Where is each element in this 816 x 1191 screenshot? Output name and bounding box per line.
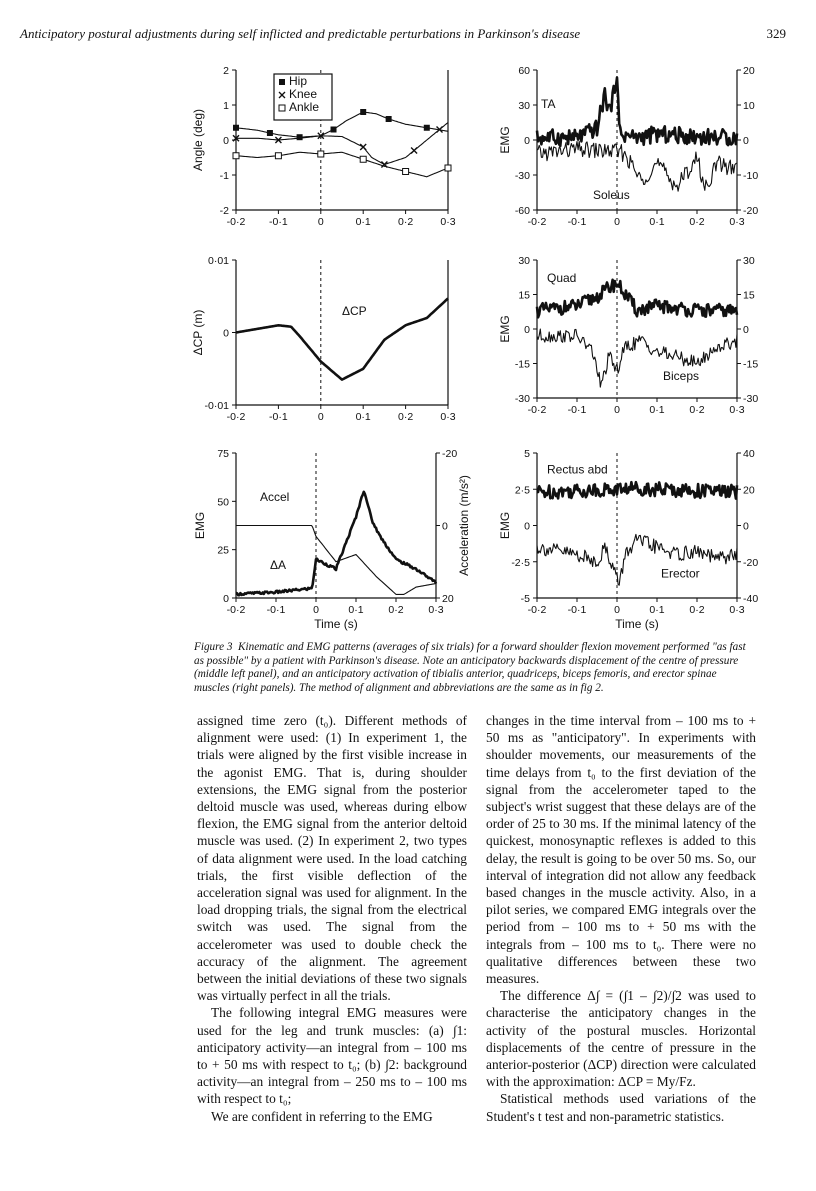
chart-rectus-erector	[495, 445, 780, 635]
chart-quad-biceps	[495, 250, 780, 425]
y-tick-label: 0·01	[207, 255, 229, 267]
series-line	[537, 482, 737, 498]
y-tick-label: 50	[217, 496, 229, 509]
series-label: ΔCP	[342, 304, 367, 319]
x-tick-label: -0·2	[527, 404, 547, 416]
y2-tick-label: -30	[743, 393, 759, 405]
y-tick-label: 2	[223, 65, 229, 77]
x-tick-label: -0·1	[266, 604, 286, 616]
y-tick-label: 30	[518, 100, 530, 112]
running-title: Anticipatory postural adjustments during self inflicted and predictable perturbations in Parkinson's disease	[20, 26, 581, 41]
y2-tick-label: 10	[743, 100, 755, 112]
page-number: 329	[766, 26, 786, 41]
x-tick-label: 0·1	[348, 604, 364, 616]
x-tick-label: 0	[614, 216, 620, 228]
y-tick-label: -5	[520, 593, 530, 605]
series-line	[537, 78, 737, 146]
hip-marker	[331, 127, 337, 133]
series-label: ΔA	[270, 558, 287, 572]
x-tick-label: -0·1	[567, 604, 587, 616]
y-tick-label: 0	[524, 520, 530, 533]
legend-hip-icon	[279, 79, 285, 85]
y2-tick-label: 0	[743, 135, 749, 147]
legend-label: Ankle	[289, 100, 320, 114]
x-tick-label: 0·3	[729, 604, 745, 616]
series-line	[537, 534, 737, 585]
series-label: Rectus abd	[547, 462, 608, 477]
body-paragraph: We are confident in referring to the EMG	[211, 1108, 433, 1124]
y2-tick-label: 30	[743, 255, 755, 267]
series-line	[236, 123, 448, 165]
chart-ta-soleus	[495, 60, 780, 235]
y-tick-label: 0	[223, 593, 229, 605]
hip-marker	[267, 130, 273, 136]
y2-tick-label: 40	[743, 448, 755, 460]
x-tick-label: 0·1	[649, 604, 665, 616]
y2-tick-label: -20	[442, 448, 458, 460]
x-tick-label: -0·2	[226, 604, 246, 616]
running-header	[20, 26, 786, 46]
y-tick-label: -2	[219, 205, 229, 217]
ankle-marker	[275, 153, 281, 159]
x-tick-label: 0·2	[398, 216, 414, 228]
y-axis-label: Angle (deg)	[191, 108, 205, 172]
series-label: TA	[541, 96, 556, 111]
ankle-marker	[445, 165, 451, 171]
chart-dcp	[190, 250, 460, 425]
series-line	[537, 329, 737, 387]
legend-ankle-icon	[279, 105, 285, 111]
y-axis-label: EMG	[193, 511, 207, 540]
caption-text: Kinematic and EMG patterns (averages of six trials) for a forward shoulder flexion movement performed "as fast as possible" by a patient with Parkinson's disease. Note an anticipatory backwards displacement of the centre of pressure (middle left panel), and an anticipatory activation of tibialis anterior, quadriceps, biceps femoris, and erector spinae muscles (right panels). The method of alignment and abbreviations are the same as in fig 2.	[194, 641, 746, 694]
y2-tick-label: -10	[743, 170, 759, 182]
x-tick-label: 0	[317, 216, 324, 228]
panel-quad-biceps	[495, 250, 780, 425]
y2-tick-label: 20	[743, 484, 755, 497]
y2-tick-label: -20	[743, 205, 759, 217]
y-axis-label: EMG	[498, 511, 512, 540]
panel-angle	[190, 60, 460, 235]
y-tick-label: 2·5	[514, 484, 530, 497]
y-tick-label: -15	[514, 358, 530, 371]
x-tick-label: 0·3	[440, 411, 456, 423]
series-line	[537, 141, 737, 191]
y-tick-label: 75	[217, 448, 229, 460]
y2-tick-label: 20	[743, 65, 755, 77]
x-tick-label: -0·2	[527, 216, 547, 228]
series-label: Biceps	[663, 369, 700, 384]
x-tick-label: 0·2	[689, 216, 705, 228]
y2-tick-label: -15	[743, 358, 759, 371]
hip-marker	[233, 125, 239, 131]
x-tick-label: 0	[313, 604, 319, 616]
x-tick-label: 0·2	[398, 411, 414, 423]
y-axis-label: EMG	[498, 126, 512, 154]
y-axis-label: ΔCP (m)	[191, 309, 205, 356]
chart-angle	[190, 60, 460, 235]
y-tick-label: 0	[223, 135, 229, 147]
x-tick-label: -0·2	[226, 411, 246, 423]
x-tick-label: 0·1	[355, 411, 371, 423]
ankle-marker	[403, 169, 409, 175]
y2-tick-label: 0	[743, 520, 749, 533]
y-tick-label: 30	[518, 255, 530, 267]
y-tick-label: 60	[518, 65, 530, 77]
y2-axis-label: Acceleration (m/s²)	[457, 475, 471, 576]
x-tick-label: -0·1	[269, 411, 288, 423]
y-tick-label: -30	[514, 170, 530, 182]
x-tick-label: 0·2	[388, 604, 404, 616]
series-label: Accel	[260, 489, 290, 504]
x-tick-label: 0	[317, 411, 324, 423]
series-label: Erector	[661, 566, 700, 581]
x-tick-label: -0·2	[226, 216, 246, 228]
y2-tick-label: 0	[442, 520, 448, 533]
y-axis-label: EMG	[498, 315, 512, 343]
y-tick-label: 0	[524, 135, 530, 147]
series-label: Soleus	[593, 187, 630, 202]
y-tick-label: -30	[514, 393, 530, 405]
x-axis-label: Time (s)	[615, 617, 659, 631]
x-tick-label: 0·3	[729, 216, 745, 228]
body-column-right	[486, 712, 756, 1125]
x-tick-label: 0	[614, 604, 620, 616]
body-paragraph: The following integral EMG measures were used for the leg and trunk muscles: (a) ∫1: anticipatory activity—an integral from – 100 ms to + 50 ms with respect to t₀; (b) ∫2: background activity—an integral from – 250 ms to – 100 ms with respect to t₀;	[197, 1005, 467, 1107]
y-tick-label: -60	[514, 205, 530, 217]
x-tick-label: 0·3	[440, 216, 456, 228]
series-line	[537, 280, 737, 318]
x-tick-label: -0·1	[567, 216, 587, 228]
panel-rectus-erector	[495, 445, 780, 635]
x-tick-label: 0·1	[649, 216, 665, 228]
ankle-marker	[318, 151, 324, 157]
legend-label: Hip	[289, 74, 308, 88]
body-paragraph: Statistical methods used variations of the Student's t test and non-parametric statistics.	[486, 1091, 756, 1124]
series-label: Quad	[547, 271, 577, 286]
panel-accel	[190, 445, 480, 635]
y-tick-label: -0·01	[204, 400, 229, 412]
y2-tick-label: -20	[743, 556, 759, 569]
y-tick-label: 0	[223, 327, 229, 340]
body-column-left	[197, 712, 467, 1125]
ankle-marker	[233, 153, 239, 159]
hip-marker	[360, 109, 366, 115]
y-tick-label: -2·5	[511, 556, 530, 569]
x-tick-label: 0·1	[649, 404, 665, 416]
x-axis-label: Time (s)	[314, 617, 358, 631]
y-tick-label: -1	[219, 170, 229, 182]
legend-label: Knee	[289, 87, 318, 101]
y2-tick-label: 0	[743, 324, 749, 336]
x-tick-label: -0·2	[527, 604, 547, 616]
x-tick-label: 0·3	[729, 404, 745, 416]
hip-marker	[424, 125, 430, 131]
y-tick-label: 15	[518, 289, 530, 302]
panel-ta-soleus	[495, 60, 780, 235]
hip-marker	[386, 116, 392, 122]
chart-accel	[190, 445, 480, 635]
hip-marker	[297, 134, 303, 140]
y2-tick-label: -40	[743, 593, 759, 605]
x-tick-label: 0·2	[689, 604, 705, 616]
y2-tick-label: 15	[743, 289, 755, 302]
x-tick-label: 0·1	[355, 216, 371, 228]
body-paragraph: The difference Δ∫ = (∫1 – ∫2)/∫2 was used to characterise the anticipatory changes in the activity of the postural muscles. Horizontal displacements of the centre of pressure in the anterior-posterior (ΔCP) direction were calculated with the approximation: ΔCP = My/Fz.	[486, 988, 756, 1090]
x-tick-label: -0·1	[269, 216, 288, 228]
y-tick-label: 1	[223, 100, 229, 112]
y2-tick-label: 20	[442, 593, 454, 605]
x-tick-label: 0	[614, 404, 620, 416]
x-tick-label: 0·2	[689, 404, 705, 416]
y-tick-label: 0	[524, 324, 530, 336]
y-tick-label: 5	[524, 448, 530, 460]
x-tick-label: 0·3	[428, 604, 444, 616]
ankle-marker	[360, 156, 366, 162]
body-paragraph: changes in the time interval from – 100 ms to + 50 ms as "anticipatory". In experiments with shoulder movements, our measurements of the time delays from t₀ to the first deviation of the signal from the accelerometer taped to the subject's wrist suggest that these delays are of the order of 25 to 30 ms. If the minimal latency of the quickest, monosynaptic reflexes is added to this delay, the result is going to be over 50 ms. So, our interval of integration did not allow any feedback based changes in the muscle activity. Also, in a pilot series, we compared EMG integrals over the period from – 100 ms to + 50 ms with the integrals from – 100 ms to t₀. There were no qualitative differences between these two measures.	[486, 713, 756, 987]
y-tick-label: 25	[217, 544, 229, 557]
x-tick-label: -0·1	[567, 404, 587, 416]
caption-label: Figure 3	[194, 641, 233, 653]
series-line	[236, 489, 436, 595]
panel-dcp	[190, 250, 460, 425]
figure-caption	[194, 641, 754, 695]
series-line	[236, 526, 436, 595]
body-paragraph: assigned time zero (t₀). Different methods of alignment were used: (1) In experiment 1, the trials were aligned by the first visible increase in the agonist EMG. That is, during shoulder extensions, the EMG signal from the posterior deltoid muscle was used, whereas during elbow flexion, the EMG signal from the anterior deltoid muscle was used. (2) In experiment 2, two types of data alignment were used. In the load catching trials, the first visible deflection of the acceleration signal was used for alignment. In the load dropping trials, the signal from the electrical switch was used. The signal from the accelerometer was used to double check the accuracy of the alignment. The agreement between the initial deviations of these two signals was virtually perfect in all the trials.	[197, 713, 467, 1004]
series-line	[236, 152, 448, 177]
